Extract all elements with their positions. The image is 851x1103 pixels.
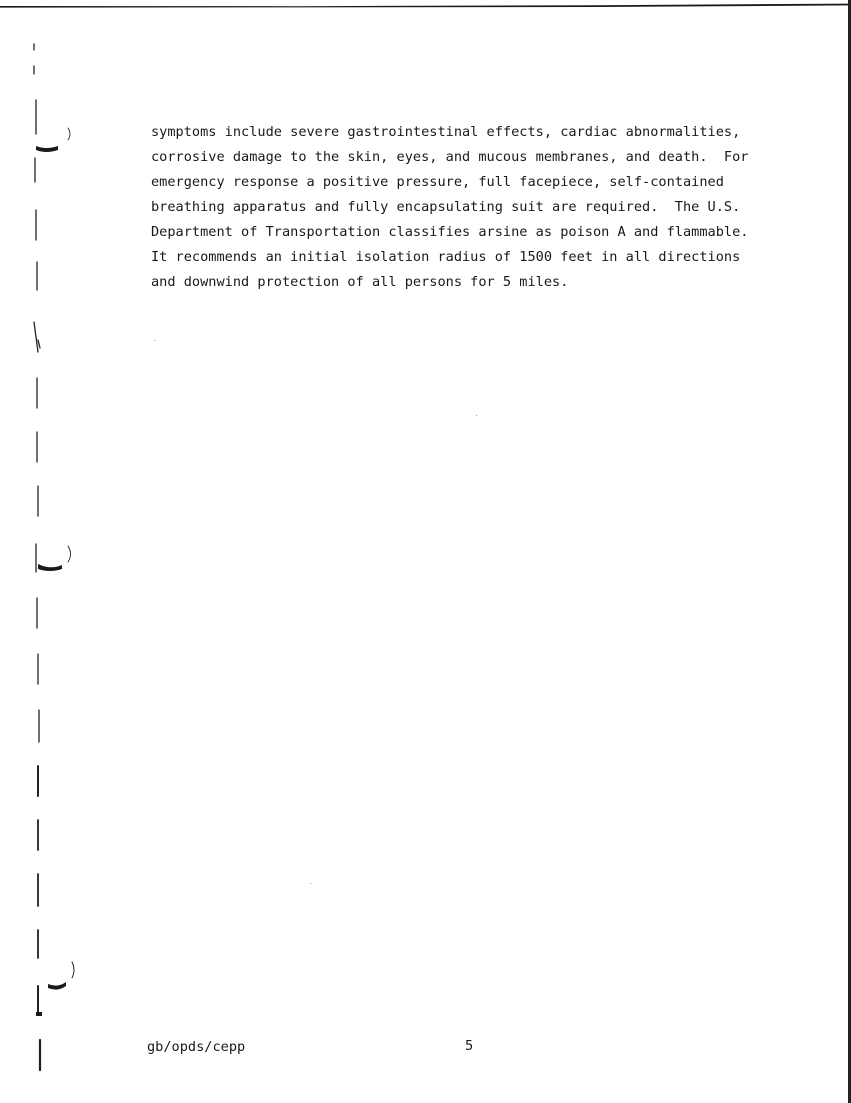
top-border-rule	[0, 2, 851, 8]
scan-speck	[476, 415, 477, 416]
scan-speck	[154, 340, 155, 341]
paragraph-line: It recommends an initial isolation radius of 1500 feet in all directions	[151, 249, 741, 265]
paragraph-line: symptoms include severe gastrointestinal effects, cardiac abnormalities,	[151, 124, 741, 140]
scan-speck	[310, 883, 311, 884]
page-number: 5	[465, 1038, 474, 1054]
body-paragraph	[151, 120, 811, 295]
paragraph-line: corrosive damage to the skin, eyes, and mucous membranes, and death. For	[151, 149, 749, 165]
binding-hole-marks	[0, 0, 90, 1103]
paragraph-line: and downwind protection of all persons for 5 miles.	[151, 274, 569, 290]
footer-reference: gb/opds/cepp	[147, 1039, 246, 1055]
paragraph-line: breathing apparatus and fully encapsulating suit are required. The U.S.	[151, 199, 741, 215]
paragraph-line: emergency response a positive pressure, full facepiece, self-contained	[151, 174, 724, 190]
paragraph-line: Department of Transportation classifies arsine as poison A and flammable.	[151, 224, 749, 240]
